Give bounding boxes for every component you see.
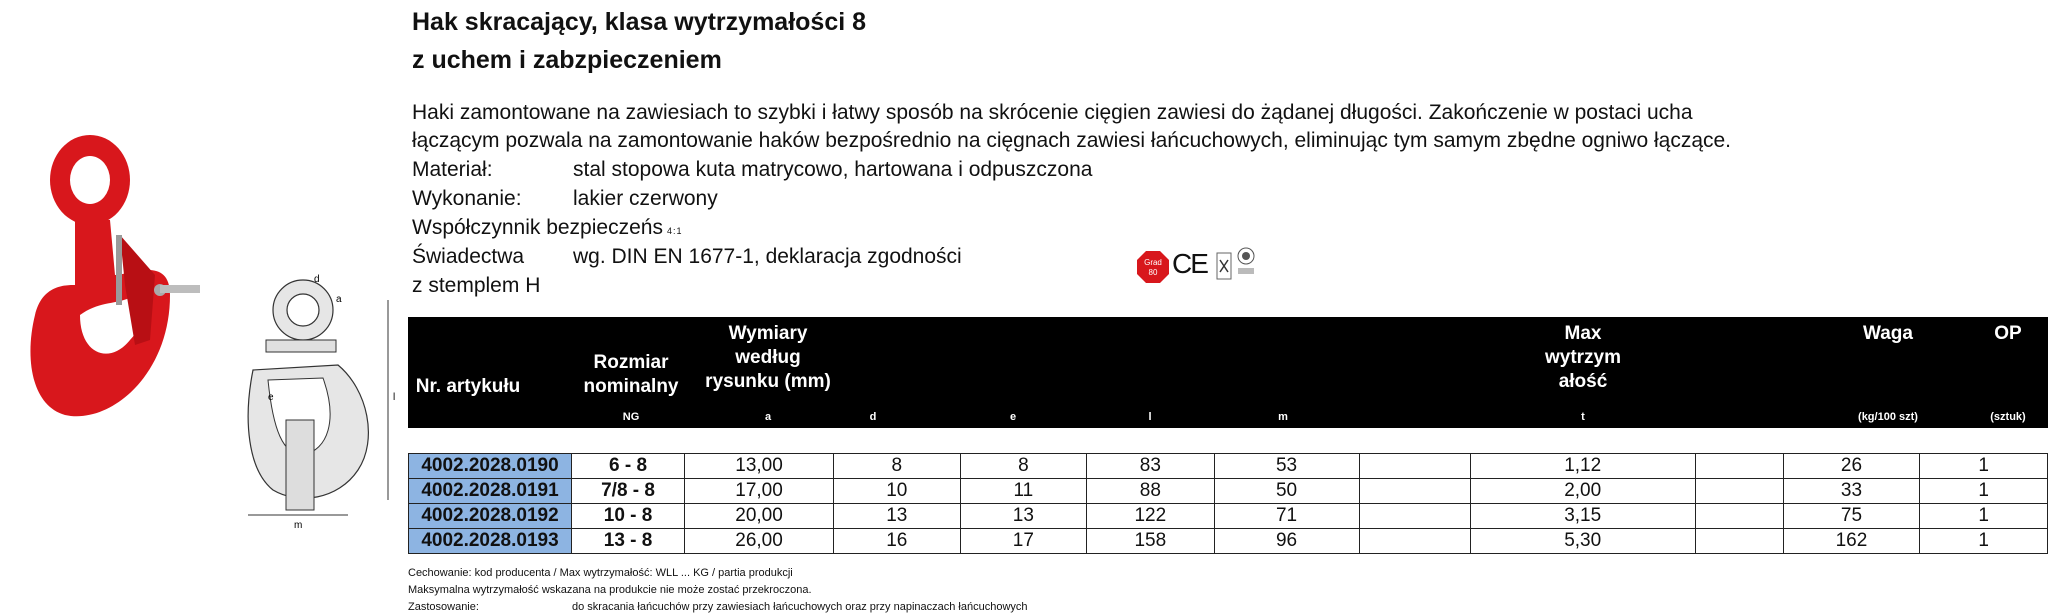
cell-a: 13,00 xyxy=(685,454,834,479)
cell-size: 6 - 8 xyxy=(572,454,685,479)
finish-label: Wykonanie: xyxy=(412,187,522,210)
cell-empty xyxy=(1695,454,1783,479)
cell-empty xyxy=(1695,504,1783,529)
cell-m: 96 xyxy=(1214,529,1359,554)
cell-weight: 26 xyxy=(1783,454,1920,479)
cell-weight: 75 xyxy=(1783,504,1920,529)
cell-e: 13 xyxy=(960,504,1087,529)
header-dimensions: Wymiary według rysunku (mm) xyxy=(705,323,831,392)
svg-text:80: 80 xyxy=(1148,268,1158,277)
sub-weight: (kg/100 szt) xyxy=(1858,411,1918,423)
cell-l: 158 xyxy=(1087,529,1214,554)
ce-mark-icon: CE xyxy=(1172,248,1207,279)
cell-article: 4002.2028.0190 xyxy=(409,454,572,479)
cell-m: 71 xyxy=(1214,504,1359,529)
cell-a: 26,00 xyxy=(685,529,834,554)
cell-m: 53 xyxy=(1214,454,1359,479)
finish-value: lakier czerwony xyxy=(573,187,718,210)
cell-weight: 33 xyxy=(1783,479,1920,504)
stamp-label: z stemplem H xyxy=(412,274,541,297)
footer-marking: Cechowanie: kod producenta / Max wytrzymałość: WLL ... KG / partia produkcji xyxy=(408,567,793,579)
cell-t: 1,12 xyxy=(1470,454,1695,479)
cell-size: 10 - 8 xyxy=(572,504,685,529)
drawing-label-m: m xyxy=(294,520,303,530)
svg-text:Grad: Grad xyxy=(1144,258,1162,267)
table-row xyxy=(409,479,2048,504)
sub-op: (sztuk) xyxy=(1990,411,2026,423)
table-row xyxy=(409,454,2048,479)
safety-factor xyxy=(412,214,682,245)
title-line-1: Hak skracający, klasa wytrzymałości 8 xyxy=(412,8,867,36)
sub-a: a xyxy=(764,411,772,423)
cell-empty xyxy=(1695,479,1783,504)
cell-op: 1 xyxy=(1920,454,2048,479)
drawing-label-l: l xyxy=(393,392,396,403)
cell-article: 4002.2028.0192 xyxy=(409,504,572,529)
footer-application-value: do skracania łańcuchów przy zawiesiach łańcuchowych oraz przy napinaczach łańcuchowych xyxy=(572,601,1028,613)
certificate-label: Świadectwa xyxy=(412,245,525,268)
description-line-1: Haki zamontowane na zawiesiach to szybki i łatwy sposób na skrócenie cięgien zawiesi do żądanej długości. Zakończenie w postaci ucha xyxy=(412,101,1693,124)
ex-mark-icon xyxy=(1216,252,1232,285)
sub-l: l xyxy=(1148,411,1152,423)
cell-a: 20,00 xyxy=(685,504,834,529)
cell-article: 4002.2028.0191 xyxy=(409,479,572,504)
header-max-line-2: wytrzym xyxy=(1544,347,1622,368)
drawing-label-d: d xyxy=(314,274,320,285)
cell-m: 50 xyxy=(1214,479,1359,504)
table-row xyxy=(409,529,2048,554)
cell-empty xyxy=(1359,479,1470,504)
header-article: Nr. artykułu xyxy=(415,376,521,397)
table-row xyxy=(409,504,2048,529)
header-max-line-3: ałość xyxy=(1558,371,1608,392)
cell-e: 8 xyxy=(960,454,1087,479)
data-table xyxy=(408,453,2048,554)
header-weight: Waga xyxy=(1863,323,1913,344)
cell-t: 5,30 xyxy=(1470,529,1695,554)
material-value: stal stopowa kuta matrycowo, hartowana i odpuszczona xyxy=(573,158,1093,181)
safety-value: 4:1 xyxy=(666,226,683,236)
cell-op: 1 xyxy=(1920,529,2048,554)
cell-d: 13 xyxy=(834,504,961,529)
drawing-label-e: e xyxy=(268,392,274,403)
sub-t: t xyxy=(1581,411,1585,423)
title-line-2: z uchem i zabzpieczeniem xyxy=(412,46,722,74)
header-op: OP xyxy=(1994,323,2022,344)
certificate-value: wg. DIN EN 1677-1, deklaracja zgodności xyxy=(573,245,962,268)
cell-op: 1 xyxy=(1920,504,2048,529)
safety-label: Współczynnik bezpieczeńs xyxy=(412,216,663,239)
material-label: Materiał: xyxy=(412,158,493,181)
footer-application-label: Zastosowanie: xyxy=(408,601,479,613)
grade-80-icon xyxy=(1136,250,1170,289)
cell-e: 17 xyxy=(960,529,1087,554)
cell-weight: 162 xyxy=(1783,529,1920,554)
cell-op: 1 xyxy=(1920,479,2048,504)
cell-size: 13 - 8 xyxy=(572,529,685,554)
table-header xyxy=(408,317,2048,428)
cell-t: 3,15 xyxy=(1470,504,1695,529)
technical-drawing xyxy=(228,270,408,530)
description-line-2: łączącym pozwala na zamontowanie haków bezpośrednio na cięgnach zawiesi łańcuchowych, eliminując tym samym zbędne ogniwo łączące. xyxy=(412,129,1732,152)
hook-photo xyxy=(20,125,210,425)
cell-d: 16 xyxy=(834,529,961,554)
drawing-label-a: a xyxy=(336,294,342,305)
cell-t: 2,00 xyxy=(1470,479,1695,504)
quality-seal-icon xyxy=(1234,246,1258,285)
sub-m: m xyxy=(1278,411,1288,423)
cell-l: 83 xyxy=(1087,454,1214,479)
cell-article: 4002.2028.0193 xyxy=(409,529,572,554)
header-max-line-1: Max xyxy=(1564,323,1602,344)
footer-max-load: Maksymalna wytrzymałość wskazana na produkcie nie może zostać przekroczona. xyxy=(408,584,812,596)
cell-e: 11 xyxy=(960,479,1087,504)
sub-d: d xyxy=(869,411,877,423)
cell-l: 88 xyxy=(1087,479,1214,504)
cell-a: 17,00 xyxy=(685,479,834,504)
sub-e: e xyxy=(1009,411,1017,423)
cell-size: 7/8 - 8 xyxy=(572,479,685,504)
cell-d: 10 xyxy=(834,479,961,504)
cell-d: 8 xyxy=(834,454,961,479)
cell-empty xyxy=(1359,529,1470,554)
cell-l: 122 xyxy=(1087,504,1214,529)
cell-empty xyxy=(1359,454,1470,479)
cell-empty xyxy=(1695,529,1783,554)
header-size: Rozmiar nominalny xyxy=(583,352,679,397)
cell-empty xyxy=(1359,504,1470,529)
sub-ng: NG xyxy=(622,411,640,423)
